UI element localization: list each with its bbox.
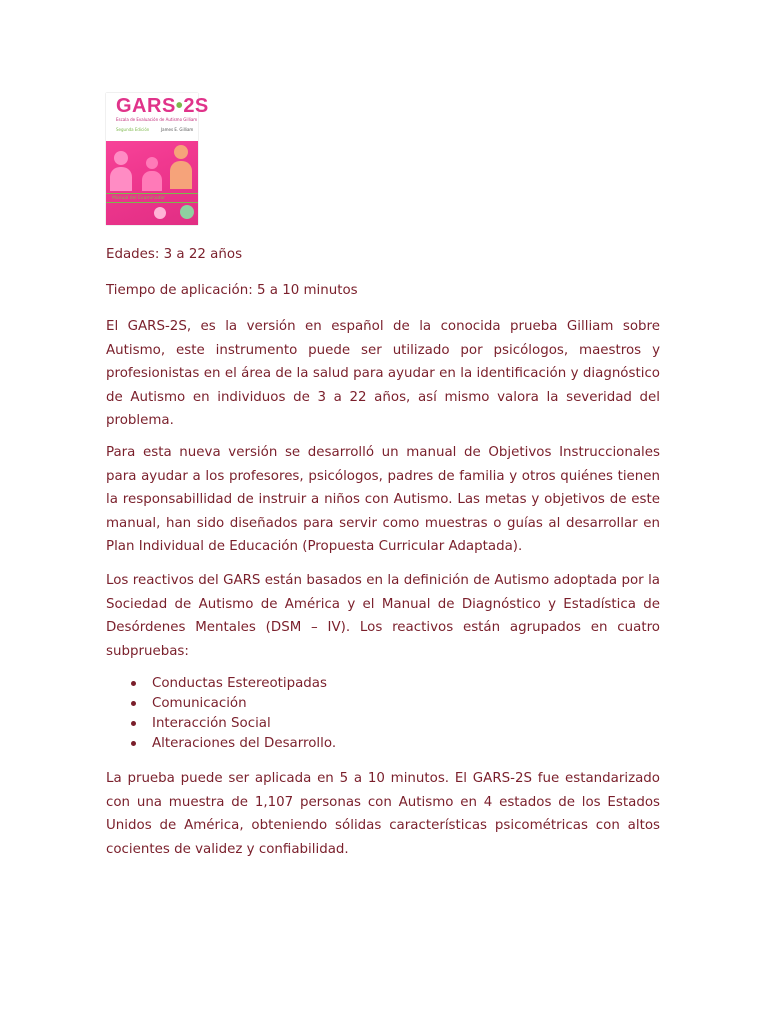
list-item: Conductas Estereotipadas bbox=[106, 674, 336, 694]
figure-decoration-icon bbox=[174, 145, 188, 159]
ages-line: Edades: 3 a 22 años bbox=[106, 247, 243, 262]
time-line: Tiempo de aplicación: 5 a 10 minutos bbox=[106, 283, 358, 298]
cover-author: James E. Gilliam bbox=[161, 127, 194, 132]
paragraph-items: Los reactivos del GARS están basados en la definición de Autismo adoptada por la Sociedad de Autismo de América y el Manual de Diagnóstico y Estadística de Desórdenes Mentales (DSM – IV). Los reactivos están agrupados en cuatro subpruebas: bbox=[106, 573, 660, 659]
figure-decoration-icon bbox=[154, 207, 166, 219]
list-item: Comunicación bbox=[106, 694, 336, 714]
figure-decoration-icon bbox=[180, 205, 194, 219]
subtests-list bbox=[106, 674, 336, 754]
paragraph-manual: Para esta nueva versión se desarrolló un manual de Objetivos Instruccionales para ayudar a los profesores, psicólogos, padres de familia y otros quiénes tienen la responsabillidad de instruir a niños con Autismo. Las metas y objetivos de este manual, han sido diseñados para servir como muestras o guías al desarrollar en Plan Individual de Educación (Propuesta Curricular Adaptada). bbox=[106, 445, 660, 554]
cover-subtitle: Escala de Evaluación de Autismo Gilliam bbox=[116, 117, 198, 122]
cover-manual-label: Manual del Examinador bbox=[106, 193, 198, 203]
paragraph-standardization: La prueba puede ser aplicada en 5 a 10 minutos. El GARS-2S fue estandarizado con una muestra de 1,107 personas con Autismo en 4 estados de los Estados Unidos de América, obteniendo sólidas características psicométricas con altos cocientes de validez y confiabilidad. bbox=[106, 771, 660, 857]
cover-title: GARS•2S bbox=[116, 95, 209, 117]
figure-decoration-icon bbox=[110, 167, 132, 191]
paragraph-intro: El GARS-2S, es la versión en español de la conocida prueba Gilliam sobre Autismo, este instrumento puede ser utilizado por psicólogos, maestros y profesionistas en el área de la salud para ayudar en la identificación y diagnóstico de Autismo en individuos de 3 a 22 años, así mismo valora la severidad del problema. bbox=[106, 319, 660, 428]
cover-title-dot: • bbox=[175, 95, 184, 117]
cover-header bbox=[106, 93, 209, 141]
figure-decoration-icon bbox=[142, 171, 162, 191]
list-item: Alteraciones del Desarrollo. bbox=[106, 734, 336, 754]
list-item: Interacción Social bbox=[106, 714, 336, 734]
cover-edition: Segunda Edición bbox=[116, 127, 150, 132]
figure-decoration-icon bbox=[146, 157, 158, 169]
figure-decoration-icon bbox=[170, 161, 192, 189]
figure-decoration-icon bbox=[114, 151, 128, 165]
book-cover-image bbox=[106, 93, 209, 225]
